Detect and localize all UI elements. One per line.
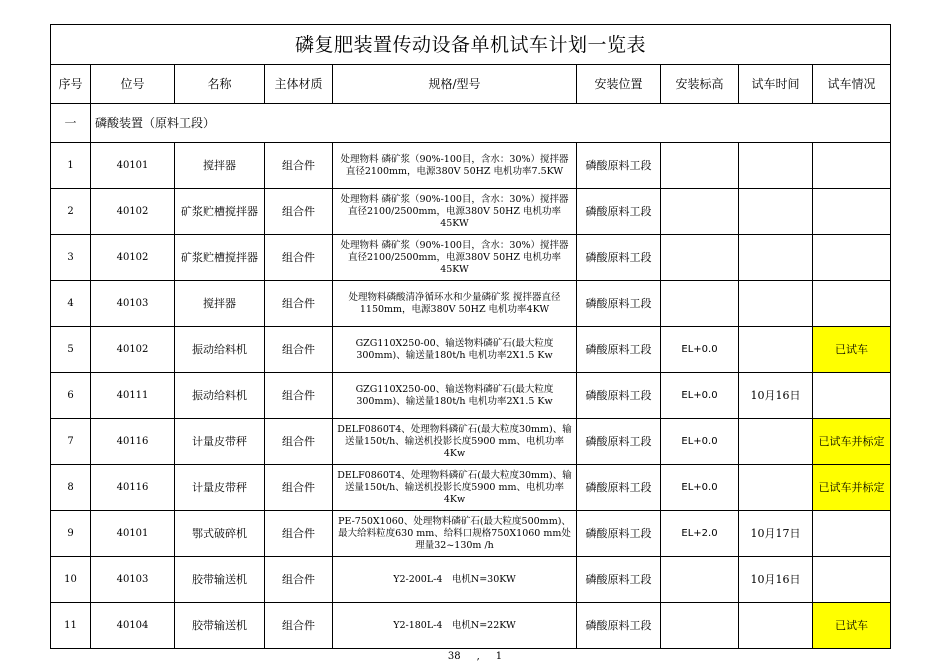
row-tag: 40111 [91,373,175,419]
table-row [51,373,891,419]
table-row [51,143,891,189]
row-name: 搅拌器 [175,143,265,189]
trial-plan-table [50,24,891,649]
row-status [813,281,891,327]
row-spec: Y2-180L-4 电机N=22KW [333,603,577,649]
row-elevation: EL+2.0 [661,511,739,557]
row-tag: 40103 [91,281,175,327]
row-date [739,189,813,235]
row-no: 3 [51,235,91,281]
row-material: 组合件 [265,327,333,373]
row-elevation [661,603,739,649]
row-no: 7 [51,419,91,465]
row-date [739,281,813,327]
row-date: 10月16日 [739,557,813,603]
row-material: 组合件 [265,557,333,603]
row-no: 11 [51,603,91,649]
header-name: 名称 [175,65,265,104]
row-no: 6 [51,373,91,419]
row-status [813,235,891,281]
row-spec: GZG110X250-00、输送物料磷矿石(最大粒度300mm)、输送量180t/h 电机功率2X1.5 Kw [333,327,577,373]
row-elevation [661,281,739,327]
row-location: 磷酸原料工段 [577,189,661,235]
table-row [51,419,891,465]
section-row [51,104,891,143]
row-date [739,235,813,281]
row-date [739,419,813,465]
page-title: 磷复肥装置传动设备单机试车计划一览表 [51,25,891,65]
row-location: 磷酸原料工段 [577,327,661,373]
table-row [51,603,891,649]
row-material: 组合件 [265,235,333,281]
row-no: 9 [51,511,91,557]
row-status: 已试车 [813,603,891,649]
row-location: 磷酸原料工段 [577,373,661,419]
row-tag: 40102 [91,327,175,373]
row-tag: 40101 [91,511,175,557]
table-row [51,557,891,603]
row-elevation [661,557,739,603]
row-elevation: EL+0.0 [661,465,739,511]
row-status [813,189,891,235]
row-name: 胶带输送机 [175,557,265,603]
row-no: 5 [51,327,91,373]
row-name: 计量皮带秤 [175,465,265,511]
header-location: 安装位置 [577,65,661,104]
table-row [51,281,891,327]
section-no: 一 [51,104,91,143]
row-spec: DELF0860T4、处理物料磷矿石(最大粒度30mm)、输送量150t/h、输送机投影长度5900 mm、电机功率4Kw [333,419,577,465]
row-material: 组合件 [265,465,333,511]
row-spec: PE-750X1060、处理物料磷矿石(最大粒度500mm)、最大给料粒度630 mm、给料口规格750X1060 mm处理量32~130m /h [333,511,577,557]
row-name: 搅拌器 [175,281,265,327]
row-tag: 40116 [91,419,175,465]
row-name: 胶带输送机 [175,603,265,649]
row-spec: 处理物料磷酸清净循环水和少量磷矿浆 搅拌器直径1150mm，电源380V 50HZ 电机功率4KW [333,281,577,327]
row-no: 2 [51,189,91,235]
row-location: 磷酸原料工段 [577,143,661,189]
footer-page: 38 [447,651,461,662]
row-location: 磷酸原料工段 [577,419,661,465]
row-spec: Y2-200L-4 电机N=30KW [333,557,577,603]
row-date [739,327,813,373]
footer-sheet: 1 [495,651,503,662]
row-elevation: EL+0.0 [661,327,739,373]
header-elevation: 安装标高 [661,65,739,104]
row-material: 组合件 [265,189,333,235]
row-material: 组合件 [265,373,333,419]
row-name: 矿浆贮槽搅拌器 [175,235,265,281]
header-status: 试车情况 [813,65,891,104]
row-status [813,143,891,189]
row-material: 组合件 [265,143,333,189]
row-no: 10 [51,557,91,603]
row-location: 磷酸原料工段 [577,465,661,511]
row-name: 振动给料机 [175,327,265,373]
row-name: 振动给料机 [175,373,265,419]
page-footer [0,651,950,662]
row-name: 矿浆贮槽搅拌器 [175,189,265,235]
row-status [813,557,891,603]
row-spec: DELF0860T4、处理物料磷矿石(最大粒度30mm)、输送量150t/h、输送机投影长度5900 mm、电机功率4Kw [333,465,577,511]
row-spec: 处理物料 磷矿浆（90%-100目，含水：30%）搅拌器直径2100/2500mm，电源380V 50HZ 电机功率45KW [333,235,577,281]
table-row [51,235,891,281]
row-status [813,373,891,419]
row-elevation: EL+0.0 [661,419,739,465]
row-tag: 40103 [91,557,175,603]
row-name: 计量皮带秤 [175,419,265,465]
row-location: 磷酸原料工段 [577,235,661,281]
footer-sep: , [476,651,480,662]
header-tag: 位号 [91,65,175,104]
header-date: 试车时间 [739,65,813,104]
row-date [739,603,813,649]
row-tag: 40104 [91,603,175,649]
row-spec: 处理物料 磷矿浆（90%-100目，含水：30%）搅拌器直径2100mm，电源380V 50HZ 电机功率7.5KW [333,143,577,189]
row-elevation [661,189,739,235]
row-material: 组合件 [265,603,333,649]
table-row [51,465,891,511]
table-row [51,327,891,373]
row-elevation [661,143,739,189]
row-status: 已试车并标定 [813,465,891,511]
row-location: 磷酸原料工段 [577,557,661,603]
header-material: 主体材质 [265,65,333,104]
row-date: 10月17日 [739,511,813,557]
row-location: 磷酸原料工段 [577,281,661,327]
table-row [51,511,891,557]
section-label: 磷酸装置（原料工段） [91,104,891,143]
row-material: 组合件 [265,419,333,465]
row-no: 1 [51,143,91,189]
row-status [813,511,891,557]
table-row [51,189,891,235]
row-no: 4 [51,281,91,327]
row-tag: 40101 [91,143,175,189]
row-location: 磷酸原料工段 [577,603,661,649]
row-elevation [661,235,739,281]
row-spec: 处理物料 磷矿浆（90%-100目，含水：30%）搅拌器直径2100/2500mm，电源380V 50HZ 电机功率45KW [333,189,577,235]
header-spec: 规格/型号 [333,65,577,104]
row-date: 10月16日 [739,373,813,419]
row-tag: 40116 [91,465,175,511]
row-location: 磷酸原料工段 [577,511,661,557]
row-material: 组合件 [265,281,333,327]
header-row [51,65,891,104]
row-status: 已试车并标定 [813,419,891,465]
row-tag: 40102 [91,235,175,281]
row-elevation: EL+0.0 [661,373,739,419]
row-material: 组合件 [265,511,333,557]
row-spec: GZG110X250-00、输送物料磷矿石(最大粒度300mm)、输送量180t/h 电机功率2X1.5 Kw [333,373,577,419]
row-status: 已试车 [813,327,891,373]
row-date [739,465,813,511]
row-date [739,143,813,189]
header-no: 序号 [51,65,91,104]
row-no: 8 [51,465,91,511]
row-tag: 40102 [91,189,175,235]
row-name: 鄂式破碎机 [175,511,265,557]
